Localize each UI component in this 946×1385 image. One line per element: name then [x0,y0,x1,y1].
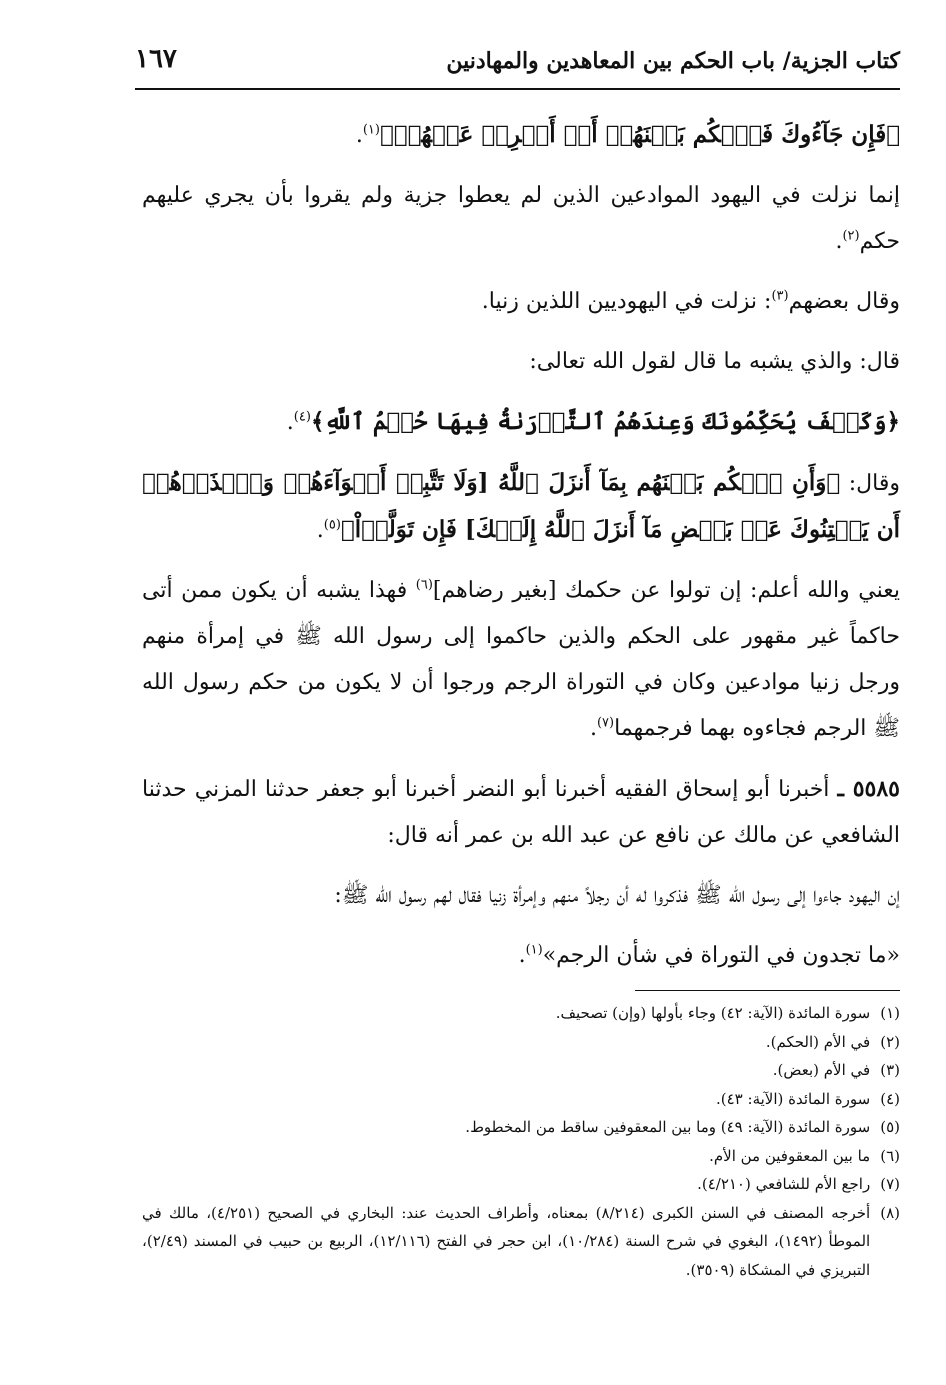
footnote-ref: (٤) [293,409,311,425]
footnote-number: (٤) [880,1089,900,1108]
footnote-text: سورة المائدة (الآية: ٤٢) وجاء بأولها (وإن) تصحيف. [555,1004,871,1022]
paragraph-text: «ما تجدون في التوراة في شأن الرجم» [542,943,900,968]
hadith-number: ٥٥٨٥ ـ [837,776,900,802]
punctuation: . [589,716,597,741]
page-header [135,42,900,90]
footnote-item [142,1056,900,1085]
quran-verse: ﴿وَكَيۡفَ يُحَكِّمُونَكَ وَعِندَهُمُ ٱلتَّوۡرَىٰةُ فِيهَا حُكۡمُ ٱللَّهِ﴾ [310,408,900,435]
footnote-number: (٨) [880,1203,900,1222]
footnote-ref: (٢) [842,228,860,244]
footnote-number: (٥) [880,1118,900,1136]
footnote-item [142,1142,900,1171]
paragraph-2 [142,173,900,265]
footnote-ref: (١) [525,942,543,958]
footnote-list [142,999,900,1284]
paragraph-hadith [142,766,900,859]
footnotes-section [142,990,900,1284]
footnote-text: ما بين المعقوفين من الأم. [709,1146,871,1165]
paragraph-text: إنما نزلت في اليهود الموادعين الذين لم يعطوا جزية ولم يقروا بأن يجري عليهم حكم [142,183,900,254]
footnote-number: (١) [880,1004,900,1022]
footnote-item [142,1199,900,1285]
footnote-divider [635,990,900,991]
footnote-item [142,1028,900,1057]
paragraph-quran-2 [142,399,900,446]
footnote-text: في الأم (الحكم). [765,1032,871,1051]
paragraph-text: قال: والذي يشبه ما قال لقول الله تعالى: [529,349,900,374]
page-number: ١٦٧ [135,44,177,74]
footnote-text: سورة المائدة (الآية: ٤٣). [716,1089,871,1108]
footnote-number: (٦) [880,1146,900,1165]
paragraph-3 [142,279,900,325]
running-title: كتاب الجزية/ باب الحكم بين المعاهدين والمهادنين [446,48,900,74]
footnote-text: راجع الأم للشافعي (٤/٢١٠). [697,1175,871,1193]
punctuation: . [835,229,843,254]
footnote-item [142,999,900,1028]
paragraph-text: وقال بعضهم [788,289,900,314]
paragraph-10 [142,933,900,979]
quran-verse: ﴿وَأَنِ ٱحۡكُم بَيۡنَهُم بِمَآ أَنزَلَ ٱللَّهُ [وَلَا تَتَّبِعۡ أَهۡوَآءَهُمۡ وَٱحۡذَرۡهُمۡ أَن يَفۡتِنُوكَ عَنۢ بَعۡضِ مَآ أَنزَلَ ٱللَّهُ إِلَيۡكَ] فَإِن تَوَلَّوۡاْ﴾ [142,469,900,543]
footnote-item [142,1113,900,1142]
footnote-text: سورة المائدة (الآية: ٤٩) وما بين المعقوفين ساقط من المخطوط. [465,1118,871,1136]
paragraph-7 [142,568,900,752]
footnote-text: في الأم (بعض). [772,1061,871,1079]
footnote-ref: (٣) [771,288,789,304]
footnote-item [142,1085,900,1114]
punctuation: . [355,123,363,148]
punctuation: . [316,518,324,543]
paragraph-text: فهذا يشبه أن يكون ممن أتى حاكماً غير مقهور على الحكم والذين حاكموا إلى رسول الله ﷺ في إمرأة منهم ورجل زنيا موادعين وكان في التوراة الرجم ورجوا أن لا يكون من حكم رسول الله ﷺ الرجم فجاءوه بهما فرجمهما [142,578,900,741]
footnote-text: أخرجه المصنف في السنن الكبرى (٨/٢١٤) بمعناه، وأطراف الحديث عند: البخاري في الصحيح (٤/٢٥١)، مالك في الموطأ (١٤٩٢)، البغوي في شرح السنة (١٠/٢٨٤)، ابن حجر في الفتح (١٢/١١٦)، الربيع بن حبيب في المسند (٢/٤٩)، التبريزي في المشكاة (٣٥٠٩). [142,1203,871,1279]
paragraph-9 [142,873,900,919]
paragraph-text: يعني والله أعلم: إن تولوا عن حكمك [بغير رضاهم] [432,578,900,603]
paragraph-quran-1 [142,112,900,159]
footnote-ref: (٥) [323,517,341,533]
footnote-ref: (٦) [415,577,433,593]
footnote-ref: (٧) [596,715,615,731]
paragraph-text: : نزلت في اليهوديين اللذين زنيا. [481,289,772,314]
punctuation: . [518,943,526,968]
paragraph-text: وقال: [848,471,900,496]
footnote-number: (٢) [880,1032,900,1051]
paragraph-4 [142,339,900,385]
main-text [142,112,900,993]
paragraph-text: أخبرنا أبو إسحاق الفقيه أخبرنا أبو النضر أخبرنا أبو جعفر حدثنا المزني حدثنا الشافعي عن مالك عن نافع عن عبد الله بن عمر أنه قال: [142,777,900,848]
paragraph-quran-3 [142,460,900,554]
footnote-item [142,1170,900,1199]
footnote-number: (٣) [880,1061,900,1079]
footnote-number: (٧) [880,1175,900,1193]
quran-verse: ﴿فَإِن جَآءُوكَ فَٱحۡكُم بَيۡنَهُمۡ أَوۡ أَعۡرِضۡ عَنۡهُمۡ﴾ [379,121,900,148]
footnote-ref: (١) [362,122,380,138]
punctuation: . [286,410,294,435]
paragraph-text: إن اليهود جاءوا إلى رسول الله ﷺ فذكروا له أن رجلاً منهم وإمرأة زنيا فقال لهم رسول الله ﷺ: [334,883,900,908]
